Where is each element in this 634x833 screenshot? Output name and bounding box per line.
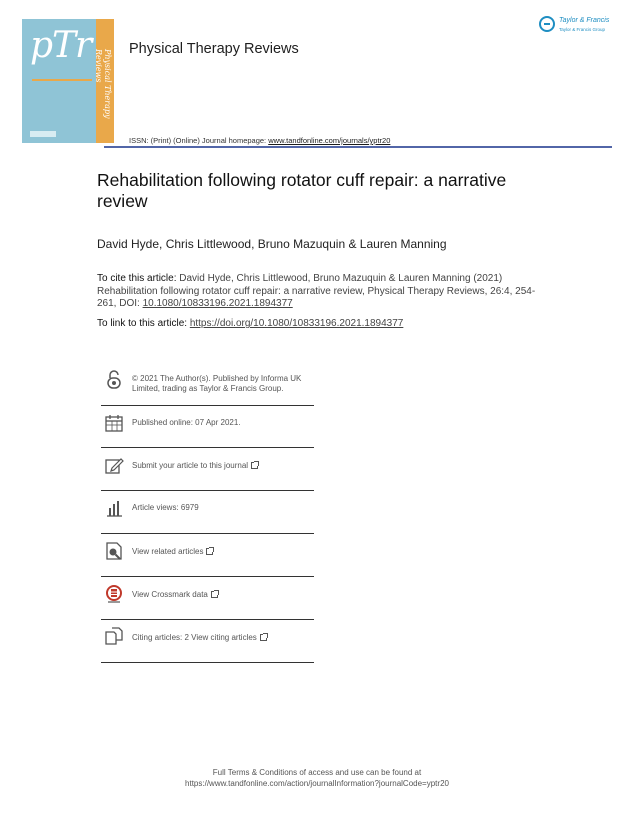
divider bbox=[101, 662, 314, 663]
citing-icon bbox=[104, 626, 124, 646]
journal-name: Physical Therapy Reviews bbox=[129, 41, 299, 57]
issn-line bbox=[129, 136, 390, 145]
search-document-icon bbox=[104, 541, 124, 561]
published-row bbox=[101, 406, 314, 448]
related-articles-link[interactable]: View related articles bbox=[132, 547, 204, 556]
submit-article-link[interactable]: Submit your article to this journal bbox=[132, 461, 249, 470]
citation-block bbox=[97, 273, 537, 311]
article-title: Rehabilitation following rotator cuff repair: a narrative review bbox=[97, 170, 507, 211]
journal-cover-image bbox=[22, 19, 114, 143]
citation-text: David Hyde, Chris Littlewood, Bruno Mazuquin & Lauren Manning (2021) Rehabilitation following rotator cuff repair: a narrative review, Physical Therapy Reviews, 26:4, 254-261, DOI: bbox=[97, 273, 536, 309]
article-link-label: To link to this article: bbox=[97, 318, 190, 329]
license-row bbox=[101, 368, 314, 406]
license-text: © 2021 The Author(s). Published by Informa UK Limited, trading as Taylor & Francis Group. bbox=[132, 374, 302, 393]
footer-terms-text: Full Terms & Conditions of access and use can be found at bbox=[212, 768, 422, 777]
issn-text: ISSN: (Print) (Online) Journal homepage: bbox=[129, 136, 269, 145]
external-link-icon bbox=[251, 462, 258, 469]
edit-icon bbox=[104, 455, 124, 475]
cover-line bbox=[32, 79, 92, 81]
crossmark-row[interactable] bbox=[101, 577, 314, 620]
journal-homepage-link[interactable]: www.tandfonline.com/journals/yptr20 bbox=[268, 136, 391, 145]
external-link-icon bbox=[211, 591, 218, 598]
publisher-logo-icon bbox=[539, 16, 555, 32]
submit-row[interactable] bbox=[101, 448, 314, 491]
citing-row[interactable] bbox=[101, 620, 314, 663]
crossmark-icon bbox=[104, 584, 124, 604]
citation-doi-link[interactable]: 10.1080/10833196.2021.1894377 bbox=[142, 298, 293, 309]
article-authors: David Hyde, Chris Littlewood, Bruno Mazuquin & Lauren Manning bbox=[97, 237, 447, 251]
publisher-logo[interactable] bbox=[539, 16, 615, 38]
footer bbox=[0, 767, 634, 789]
header-rule bbox=[104, 146, 612, 148]
article-link-line bbox=[97, 318, 403, 329]
external-link-icon bbox=[206, 548, 213, 555]
crossmark-link[interactable]: View Crossmark data bbox=[132, 590, 208, 599]
article-doi-link[interactable]: https://doi.org/10.1080/10833196.2021.1894377 bbox=[189, 318, 404, 329]
open-access-icon bbox=[104, 370, 124, 390]
related-row[interactable] bbox=[101, 534, 314, 577]
bar-chart-icon bbox=[104, 498, 124, 518]
cover-publisher-mark bbox=[30, 131, 56, 137]
publisher-logo-text: Taylor & Francis bbox=[559, 17, 610, 24]
views-row bbox=[101, 491, 314, 534]
citing-articles-link[interactable]: Citing articles: 2 View citing articles bbox=[132, 633, 257, 642]
cover-vertical-title: Physical Therapy Reviews bbox=[94, 49, 112, 119]
footer-terms-link[interactable]: https://www.tandfonline.com/action/journalInformation?journalCode=yptr20 bbox=[185, 779, 449, 788]
citation-label: To cite this article: bbox=[97, 273, 180, 284]
external-link-icon bbox=[260, 634, 267, 641]
calendar-icon bbox=[104, 413, 124, 433]
article-views-text: Article views: 6979 bbox=[132, 503, 199, 512]
publisher-logo-subtext: Taylor & Francis Group bbox=[559, 27, 606, 32]
published-text: Published online: 07 Apr 2021. bbox=[132, 418, 241, 427]
cover-logo: pTr bbox=[30, 25, 92, 66]
